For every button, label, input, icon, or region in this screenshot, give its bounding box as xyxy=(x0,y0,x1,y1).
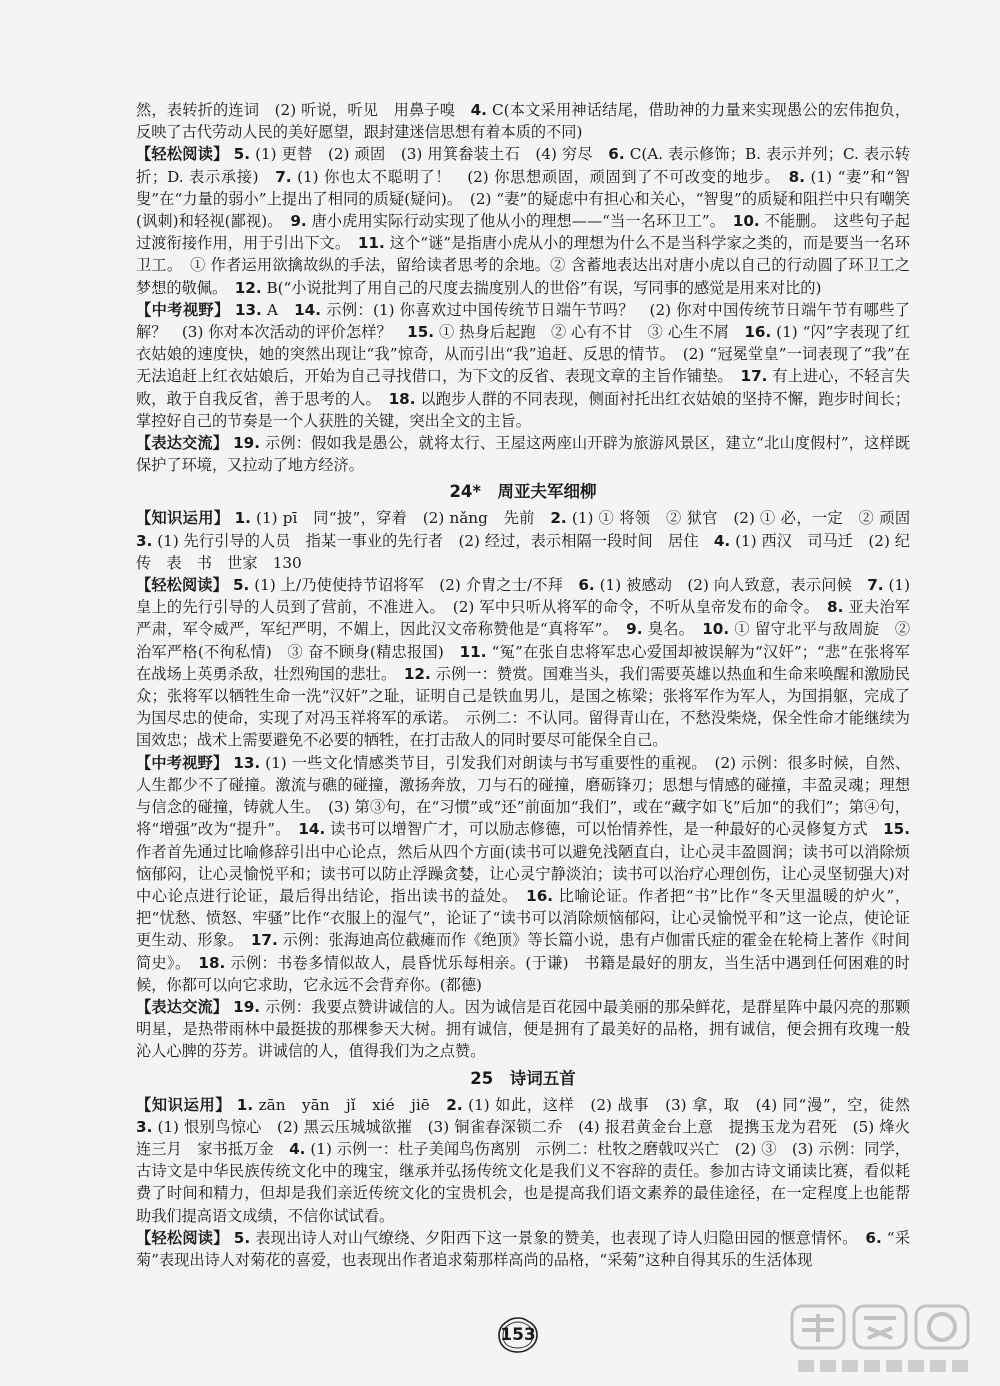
answer-label: 9. xyxy=(290,212,307,231)
answer-text: (1) 皇上的先行引导的人员到了营前，不准进入。 (2) 军中只听从将军的命令，不听从皇帝发布的命令。 xyxy=(136,576,911,617)
answer-text: 示例：书卷多情似故人，晨昏忧乐每相亲。(于谦) 书籍是最好的朋友，当生活中遇到任何困难的时候，你都可以向它求助，它永远不会背弃你。(都德) xyxy=(136,953,910,994)
answer-label: 2. xyxy=(550,509,567,528)
section-title: 25 诗词五首 xyxy=(470,1068,576,1088)
answer-text: (1) 你也太不聪明了！ (2) 你思想顽固，顽固到了不可改变的地步。 xyxy=(291,167,789,186)
answer-text: (1) ① 将领 ② 狱官 (2) ① 必，一定 ② 顽固 xyxy=(566,509,926,528)
answer-label: 9. xyxy=(626,620,643,639)
answer-text: (1) pī 同“披”，穿着 (2) nǎng 先前 xyxy=(250,509,551,528)
answer-label: 2. xyxy=(446,1095,463,1114)
answer-label: 18. xyxy=(198,953,226,972)
answer-text: “采菊”表现出诗人对菊花的喜爱，也表现出作者追求菊那样高尚的品格，“采菊”这种自得其乐的生活体现 xyxy=(136,1228,911,1269)
answer-text: (1) 西汉 司马迁 (2) 纪传 表 书 世家 130 xyxy=(136,531,910,572)
answer-label: 【轻松阅读】 xyxy=(136,576,228,595)
answer-text: 以跑步人群的不同表现，侧面衬托出红衣姑娘的坚持不懈，跑步时间长；掌控好自己的节奏是一个人获胜的关键，突出全文的主旨。 xyxy=(136,389,911,430)
answer-label: 7. xyxy=(867,576,884,595)
answer-text: (1) “妻”和“智叟”在“力量的弱小”上提出了相同的质疑(疑问)。 (2) “妻”的疑虑中有担心和关心，“智叟”的质疑和阻拦中只有嘲笑(讽刺)和轻视(鄙视)。 xyxy=(136,167,910,231)
answer-label: 16. xyxy=(526,886,554,905)
answer-text: ① 留守北平与敌周旋 ② 治军严格(不徇私情) ③ 奋不顾身(精忠报国) xyxy=(136,620,911,661)
answer-label: 14. xyxy=(294,300,321,319)
answer-text: 示例：假如我是愚公，就将太行、王屋这两座山开辟为旅游风景区，建立“北山度假村”，这样既保护了环境，又拉动了地方经济。 xyxy=(136,434,911,475)
answer-text: “冤”在张自忠将军忠心爱国却被误解为“汉奸”；“悲”在张将军在战场上英勇杀敌，壮烈殉国的悲壮。 xyxy=(136,642,910,683)
answer-label: 【表达交流】 xyxy=(136,997,229,1016)
answer-text: 比喻论证。作者把“书”比作“冬天里温暖的炉火”，把“忧愁、愤怒、牢骚”比作“衣服上的湿气”，论证了“读书可以消除烦恼郁闷，让心灵愉悦平和”这一论点，使论证更生动、形象。 xyxy=(136,886,911,950)
answer-label: 7. xyxy=(275,167,292,186)
page-number: 153 xyxy=(497,1316,539,1354)
answer-text: 读书可以增智广才，可以励志修德，可以怡情养性，是一种最好的心灵修复方式 xyxy=(325,820,884,839)
answer-paragraph xyxy=(136,1227,910,1271)
answer-label: 4. xyxy=(713,531,731,550)
answer-text: 示例：我要点赞讲诚信的人。因为诚信是百花园中最美丽的那朵鲜花，是群星阵中最闪亮的那颗明星，是热带雨林中最挺拔的那棵参天大树。拥有诚信，便是拥有了最美好的品格，拥有诚信，便会拥有玫瑰一般沁人心脾的芬芳。讲诚信的人，值得我们为之点赞。 xyxy=(136,997,911,1061)
answer-label: 【知识运用】 xyxy=(136,1095,232,1114)
answer-label: 6. xyxy=(578,576,595,595)
answer-text: C(A. 表示修饰；B. 表示并列；C. 表示转折；D. 表示承接) xyxy=(136,145,910,186)
answer-text: 臭名。 xyxy=(642,620,703,639)
answer-label: 5. xyxy=(233,145,250,164)
answer-text: 不能删。 这些句子起过渡衔接作用，用于引出下文。 xyxy=(136,212,910,253)
answer-text: (1) 示例一：杜子美闻鸟伤离别 示例二：杜牧之磨戟叹兴亡 (2) ③ (3) 示例：同学，古诗文是中华民族传统文化中的瑰宝，继承并弘扬传统文化是我们义不容辞的责任。参加古诗文诵读比赛，看似耗费了时间和精力，但却是我们亲近传统文化的宝贵机会，也是提高我们语文素养的最佳途径，在一定程度上也能帮助我们提高语文成绩，不信你试试看。 xyxy=(136,1139,910,1225)
answer-text: (1) 如此，这样 (2) 战事 (3) 拿，取 (4) 同“漫”，空，徒然 xyxy=(462,1095,926,1114)
answer-label: 15. xyxy=(407,323,435,342)
answer-paragraph xyxy=(136,99,910,143)
answer-label: 18. xyxy=(388,389,416,408)
answer-paragraph xyxy=(136,752,910,996)
answer-label: 【中考视野】 xyxy=(136,753,229,772)
answer-label: 4. xyxy=(470,101,487,119)
answer-label: 【中考视野】 xyxy=(136,300,230,319)
answer-label: 【表达交流】 xyxy=(136,434,229,453)
answer-label: 14. xyxy=(298,820,326,839)
answer-label: 12. xyxy=(234,278,262,297)
answer-label: 11. xyxy=(459,642,487,661)
answer-text: 作者首先通过比喻修辞引出中心论点，然后从四个方面(读书可以避免浅陋直白，让心灵丰盈圆润；读书可以消除烦恼郁闷，让心灵愉悦平和；读书可以防止浮躁贪婪，让心灵宁静淡泊；读书可以治疗心理创伤，让心灵坚韧强大)对中心论点进行论证，最后得出结论，指出读书的益处。 xyxy=(136,842,910,905)
answer-label: 3. xyxy=(136,1117,153,1136)
answer-label: 1. xyxy=(234,509,251,528)
answer-label: 8. xyxy=(788,167,806,186)
answer-text: 示例一：赞赏。国难当头，我们需要英雄以热血和生命来唤醒和激励民众；张将军以牺牲生命一洗“汉奸”之耻，证明自己是铁血男儿，是国之栋梁；张将军作为军人，为国捐躯，完成了为国尽忠的使命，实现了对冯玉祥将军的承诺。 示例二：不认同。留得青山在，不愁没柴烧，保全性命才能继续为国效忠；战术上需要避免不必要的牺牲，在打击敌人的同时要尽可能保全自己。 xyxy=(136,664,910,750)
answer-label: 1. xyxy=(236,1095,254,1114)
answer-paragraph xyxy=(136,299,910,432)
answer-label: 15. xyxy=(883,820,910,839)
answer-text: B(“小说批判了用自己的尺度去揣度别人的世俗”有误，写同事的感觉是用来对比的) xyxy=(261,278,822,297)
answer-label: 8. xyxy=(827,598,844,617)
answer-label: 17. xyxy=(250,931,278,950)
answer-paragraph xyxy=(136,143,910,298)
answer-text: 示例：张海迪高位截瘫而作《绝顶》等长篇小说，患有卢伽雷氏症的霍金在轮椅上著作《时间简史》。 xyxy=(136,931,910,972)
answer-label: 13. xyxy=(233,753,261,772)
answer-label: 16. xyxy=(744,323,772,342)
answer-text: 然，表转折的连词 (2) 听说，听见 用鼻子嗅 xyxy=(136,101,471,119)
answer-label: 【轻松阅读】 xyxy=(136,1228,229,1247)
answer-text: zān yān jǐ xié jiē xyxy=(253,1095,447,1114)
answer-paragraph xyxy=(136,996,910,1063)
answer-label: 17. xyxy=(740,367,768,386)
answer-text: A xyxy=(261,300,295,319)
answer-label: 19. xyxy=(233,997,261,1016)
answer-label: 4. xyxy=(289,1139,306,1158)
answer-text: (1) “闪”字表现了红衣姑娘的速度快，她的突然出现让“我”惊奇，从而引出“我”追赶、反思的情节。 (2) “冠冕堂皇”一词表现了“我”在无法追赶上红衣姑娘后，开始为自己寻找借口，为下文的反省、表现文章的主旨作铺垫。 xyxy=(136,323,911,386)
answer-text: (1) 被感动 (2) 向人致意，表示问候 xyxy=(594,576,868,595)
answer-label: 6. xyxy=(608,145,625,164)
answer-text: C(本文采用神话结尾，借助神的力量来实现愚公的宏伟抱负，反映了古代劳动人民的美好愿望，跟封建迷信思想有着本质的不同) xyxy=(136,101,911,142)
answer-label: 19. xyxy=(233,434,261,453)
answer-text: (1) 恨别鸟惊心 (2) 黑云压城城欲摧 (3) 铜雀春深锁二乔 (4) 报君黄金台上意 提携玉龙为君死 (5) 烽火连三月 家书抵万金 xyxy=(136,1117,910,1158)
watermark-logo xyxy=(778,1300,1000,1386)
section-title: 24* 周亚夫军细柳 xyxy=(449,482,597,502)
answer-label: 10. xyxy=(732,212,760,231)
answer-text: (1) 更替 (2) 顽固 (3) 用箕畚装土石 (4) 穷尽 xyxy=(250,145,609,164)
answer-text: 唐小虎用实际行动实现了他从小的理想——“当一名环卫工”。 xyxy=(306,212,733,231)
answer-text: 这个“谜”是指唐小虎从小的理想为什么不是当科学家之类的，而是要当一名环卫工。 ① 作者运用欲擒故纵的手法，留给读者思考的余地。② 含蓄地表达出对唐小虎以自己的行动圆了环卫工之梦想的敬佩。 xyxy=(136,234,910,297)
answer-label: 5. xyxy=(233,1228,251,1247)
answer-paragraph xyxy=(136,507,926,574)
answer-text: 表现出诗人对山气缭绕、夕阳西下这一景象的赞美，也表现了诗人归隐田园的惬意情怀。 xyxy=(250,1228,866,1247)
answer-text: (1) 一些文化情感类节目，引发我们对朗读与书写重要性的重视。 (2) 示例：很多时候，自然、人生都少不了碰撞。激流与礁的碰撞，激扬奔放，刀与石的碰撞，磨砺锋刃；思想与情感的碰撞，丰盈灵魂；理想与信念的碰撞，铸就人生。 (3) 第③句，在“习惯”或“还”前面加“我们”，或在“藏字如飞”后加“的我们”；第④句，将“增强”改为“提升”。 xyxy=(136,753,911,839)
answer-label: 6. xyxy=(865,1228,882,1247)
answer-paragraph xyxy=(136,1094,926,1227)
answer-text: (1) 上/乃使使持节诏将军 (2) 介胄之士/不拜 xyxy=(249,576,579,595)
answer-label: 11. xyxy=(357,234,385,253)
page-content xyxy=(136,99,926,1271)
answer-text: 亚夫治军严肃，军令威严，军纪严明，不媚上，因此汉文帝称赞他是“真将军”。 xyxy=(136,598,910,639)
answer-paragraph xyxy=(136,574,910,752)
answer-text: 示例：(1) 你喜欢过中国传统节日端午节吗？ (2) 你对中国传统节日端午节有哪些了解？ (3) 你对本次活动的评价怎样？ xyxy=(136,300,911,342)
answer-text: 有上进心，不轻言失败，敢于自我反省，善于思考的人。 xyxy=(136,367,910,408)
answer-label: 10. xyxy=(702,620,730,639)
answer-label: 【知识运用】 xyxy=(136,509,230,528)
answer-text: (1) 先行引导的人员 指某一事业的先行者 (2) 经过，表示相隔一段时间 居住 xyxy=(152,531,714,550)
answer-label: 5. xyxy=(232,576,250,595)
answer-label: 13. xyxy=(234,300,262,319)
answer-text: ① 热身后起跑 ② 心有不甘 ③ 心生不屑 xyxy=(434,323,745,342)
answer-label: 12. xyxy=(403,664,431,683)
answer-label: 【轻松阅读】 xyxy=(136,145,229,164)
answer-label: 3. xyxy=(136,531,153,550)
answer-paragraph xyxy=(136,432,910,476)
